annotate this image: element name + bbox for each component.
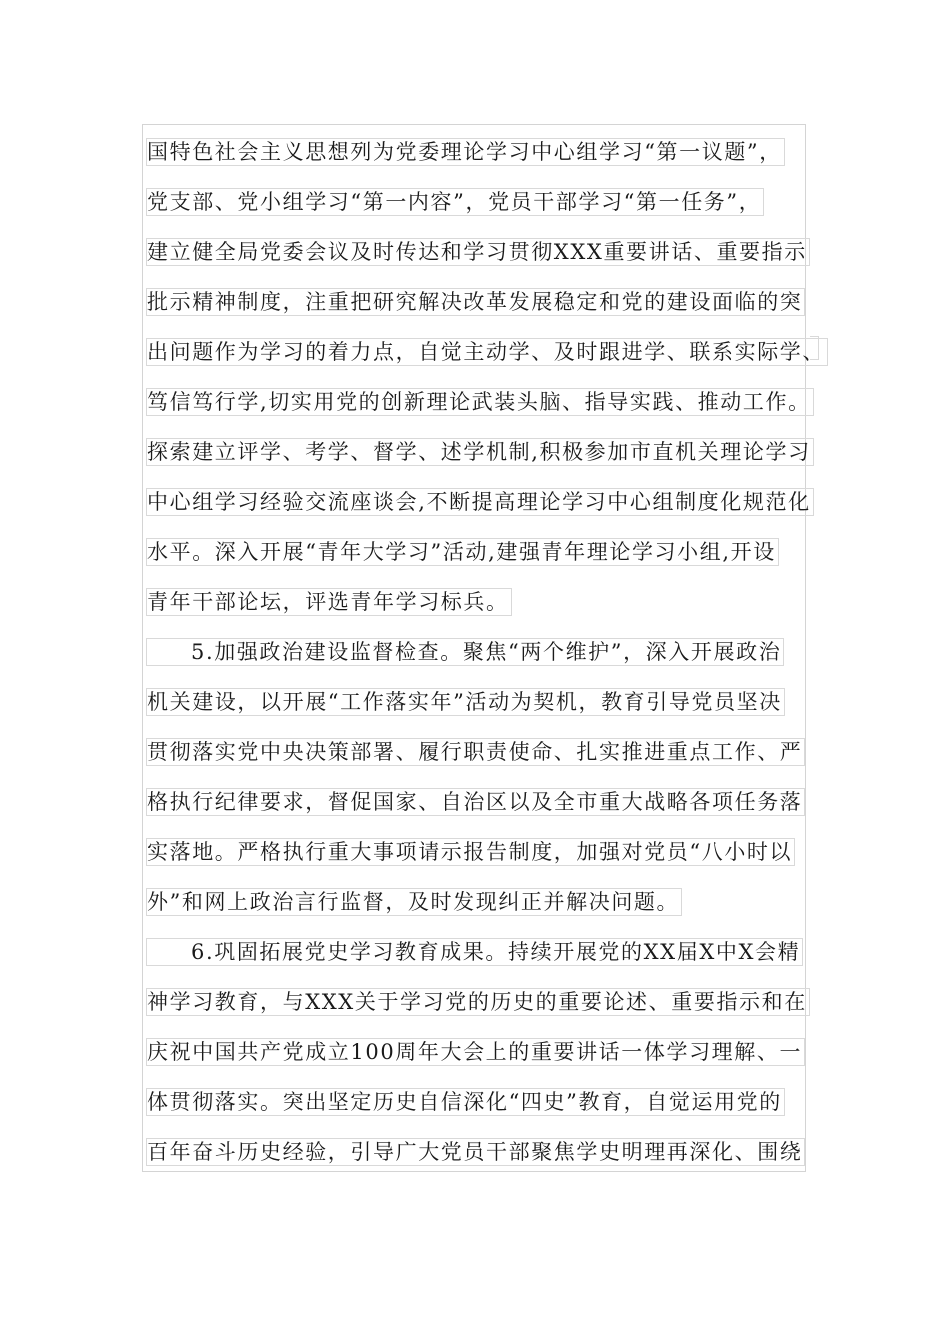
- text-line-9: 水平。深入开展“青年大学习”活动,建强青年理论学习小组,开设: [146, 538, 779, 566]
- text-line-15: 实落地。严格执行重大事项请示报告制度，加强对党员“八小时以: [146, 838, 795, 866]
- text-line-16: 外”和网上政治言行监督，及时发现纠正并解决问题。: [146, 888, 682, 916]
- text-line-18: 神学习教育，与XXX关于学习党的历史的重要论述、重要指示和在: [146, 988, 810, 1016]
- overflow-mark: [810, 336, 819, 360]
- text-line-8: 中心组学习经验交流座谈会,不断提高理论学习中心组制度化规范化: [146, 488, 814, 516]
- text-line-20: 体贯彻落实。突出坚定历史自信深化“四史”教育，自觉运用党的: [146, 1088, 785, 1116]
- text-line-14: 格执行纪律要求，督促国家、自治区以及全市重大战略各项任务落: [146, 788, 805, 816]
- text-line-11: 5.加强政治建设监督检查。聚焦“两个维护”，深入开展政治: [146, 638, 784, 666]
- text-line-2: 党支部、党小组学习“第一内容”，党员干部学习“第一任务”，: [146, 188, 764, 216]
- text-line-19: 庆祝中国共产党成立100周年大会上的重要讲话一体学习理解、一: [146, 1038, 805, 1066]
- text-line-13: 贯彻落实党中央决策部署、履行职责使命、扎实推进重点工作、严: [146, 738, 805, 766]
- text-line-5: 出问题作为学习的着力点，自觉主动学、及时跟进学、联系实际学、: [146, 338, 828, 366]
- text-line-1: 国特色社会主义思想列为党委理论学习中心组学习“第一议题”，: [146, 138, 785, 166]
- text-line-10: 青年干部论坛，评选青年学习标兵。: [146, 588, 512, 616]
- text-line-7: 探索建立评学、考学、督学、述学机制,积极参加市直机关理论学习: [146, 438, 814, 466]
- text-line-6: 笃信笃行学,切实用党的创新理论武装头脑、指导实践、推动工作。: [146, 388, 814, 416]
- text-line-12: 机关建设，以开展“工作落实年”活动为契机，教育引导党员坚决: [146, 688, 785, 716]
- text-line-3: 建立健全局党委会议及时传达和学习贯彻XXX重要讲话、重要指示: [146, 238, 810, 266]
- text-line-21: 百年奋斗历史经验，引导广大党员干部聚焦学史明理再深化、围绕: [146, 1138, 805, 1166]
- text-line-17: 6.巩固拓展党史学习教育成果。持续开展党的XX届X中X会精: [146, 938, 803, 966]
- text-line-4: 批示精神制度，注重把研究解决改革发展稳定和党的建设面临的突: [146, 288, 805, 316]
